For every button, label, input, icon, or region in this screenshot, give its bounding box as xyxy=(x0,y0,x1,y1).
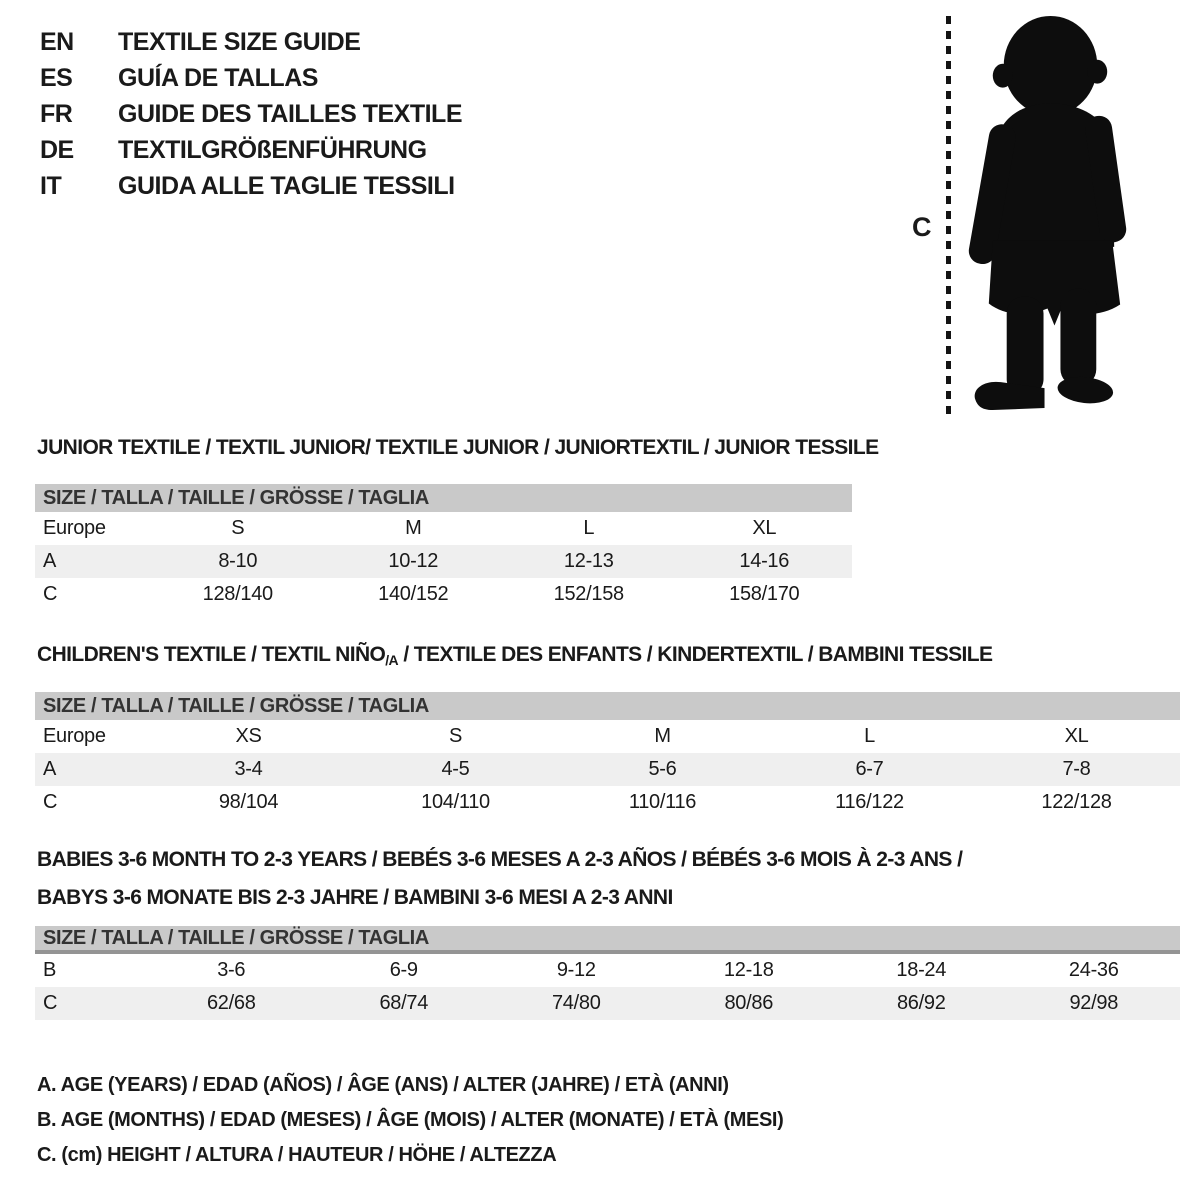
table-cell: 12-13 xyxy=(563,550,614,572)
height-figure xyxy=(900,0,1200,430)
table-cell: 152/158 xyxy=(553,583,624,605)
table-cell: 98/104 xyxy=(218,791,279,813)
table-cell: 24-36 xyxy=(1068,959,1119,981)
table-cell: 12-18 xyxy=(723,959,774,981)
children-section-title xyxy=(37,643,992,668)
row-label: C xyxy=(43,791,58,813)
table-cell: 6-9 xyxy=(389,959,418,981)
height-measure-label: C xyxy=(912,212,932,242)
table-cell: 10-12 xyxy=(388,550,439,572)
table-cell: 62/68 xyxy=(206,992,256,1014)
table-cell: 5-6 xyxy=(648,758,677,780)
table-cell: 18-24 xyxy=(896,959,947,981)
row-label: A xyxy=(43,550,57,572)
row-label: Europe xyxy=(43,725,106,747)
lang-code: EN xyxy=(40,27,74,56)
table-cell: 3-6 xyxy=(217,959,246,981)
table-cell: 74/80 xyxy=(551,992,601,1014)
table-cell: L xyxy=(583,517,595,539)
row-label: C xyxy=(43,992,58,1014)
table-cell: S xyxy=(231,517,245,539)
table-cell: 6-7 xyxy=(855,758,884,780)
lang-title: TEXTILE SIZE GUIDE xyxy=(118,27,361,56)
table-row xyxy=(35,720,1180,753)
lang-title: GUÍA DE TALLAS xyxy=(118,63,318,92)
measurement-legend xyxy=(37,1068,783,1173)
table-row xyxy=(35,512,852,545)
row-label: B xyxy=(43,959,57,981)
table-cell: 7-8 xyxy=(1062,758,1091,780)
lang-code: DE xyxy=(40,135,74,164)
table-cell: 4-5 xyxy=(441,758,470,780)
row-label: C xyxy=(43,583,58,605)
lang-row-de xyxy=(40,132,462,168)
table-cell: 14-16 xyxy=(739,550,790,572)
table-row xyxy=(35,786,1180,819)
table-cell: XL xyxy=(1064,725,1089,747)
table-row xyxy=(35,954,1180,987)
table-cell: 8-10 xyxy=(218,550,258,572)
lang-title: GUIDE DES TAILLES TEXTILE xyxy=(118,99,463,128)
legend-line-c: C. (cm) HEIGHT / ALTURA / HAUTEUR / HÖHE / ALTEZZA xyxy=(37,1144,557,1166)
table-cell: 158/170 xyxy=(729,583,800,605)
table-cell: 9-12 xyxy=(556,959,596,981)
junior-size-table xyxy=(35,484,852,611)
legend-line-b: B. AGE (MONTHS) / EDAD (MESES) / ÂGE (MOIS) / ALTER (MONATE) / ETÀ (MESI) xyxy=(37,1109,784,1131)
table-cell: 104/110 xyxy=(421,791,490,813)
table-cell: 86/92 xyxy=(896,992,946,1014)
babies-section-title-line2: BABYS 3-6 MONATE BIS 2-3 JAHRE / BAMBINI 3-6 MESI A 2-3 ANNI xyxy=(37,886,673,909)
table-cell: M xyxy=(654,725,671,747)
children-title-subscript: /A xyxy=(385,652,399,668)
children-title-post: / TEXTILE DES ENFANTS / KINDERTEXTIL / BAMBINI TESSILE xyxy=(398,643,993,666)
table-cell: 116/122 xyxy=(835,791,904,813)
row-label: A xyxy=(43,758,57,780)
children-size-header: SIZE / TALLA / TAILLE / GRÖSSE / TAGLIA xyxy=(35,692,1180,720)
lang-code: IT xyxy=(40,171,62,200)
table-cell: XL xyxy=(752,517,777,539)
height-measure-dashed-line xyxy=(946,16,951,416)
children-title-pre: CHILDREN'S TEXTILE / TEXTIL NIÑO xyxy=(37,643,386,666)
table-cell: 3-4 xyxy=(234,758,263,780)
junior-size-header: SIZE / TALLA / TAILLE / GRÖSSE / TAGLIA xyxy=(35,484,852,512)
lang-row-fr xyxy=(40,96,462,132)
legend-line-a: A. AGE (YEARS) / EDAD (AÑOS) / ÂGE (ANS) / ALTER (JAHRE) / ETÀ (ANNI) xyxy=(37,1074,729,1096)
table-cell: 92/98 xyxy=(1069,992,1119,1014)
table-row xyxy=(35,987,1180,1020)
children-size-table xyxy=(35,692,1180,819)
junior-section-title: JUNIOR TEXTILE / TEXTIL JUNIOR/ TEXTILE JUNIOR / JUNIORTEXTIL / JUNIOR TESSILE xyxy=(37,436,879,459)
table-cell: 140/152 xyxy=(378,583,449,605)
lang-code: ES xyxy=(40,63,73,92)
lang-row-es xyxy=(40,60,462,96)
table-cell: S xyxy=(448,725,463,747)
table-cell: 80/86 xyxy=(724,992,774,1014)
table-row xyxy=(35,545,852,578)
lang-row-en xyxy=(40,24,462,60)
lang-row-it xyxy=(40,168,462,204)
table-cell: 110/116 xyxy=(628,791,697,813)
babies-size-header: SIZE / TALLA / TAILLE / GRÖSSE / TAGLIA xyxy=(35,926,1180,954)
lang-title: GUIDA ALLE TAGLIE TESSILI xyxy=(118,171,455,200)
table-row xyxy=(35,578,852,611)
table-row xyxy=(35,753,1180,786)
babies-size-table xyxy=(35,926,1180,1020)
toddler-silhouette-icon xyxy=(962,8,1137,416)
lang-title: TEXTILGRÖßENFÜHRUNG xyxy=(118,135,427,164)
language-header xyxy=(40,24,462,204)
table-cell: M xyxy=(405,517,422,539)
row-label: Europe xyxy=(43,517,106,539)
table-cell: XS xyxy=(235,725,262,747)
table-cell: 68/74 xyxy=(379,992,429,1014)
lang-code: FR xyxy=(40,99,73,128)
babies-section-title-line1: BABIES 3-6 MONTH TO 2-3 YEARS / BEBÉS 3-6 MESES A 2-3 AÑOS / BÉBÉS 3-6 MOIS À 2-3 ANS / xyxy=(37,848,963,871)
table-cell: L xyxy=(864,725,875,747)
table-cell: 122/128 xyxy=(1041,791,1112,813)
table-cell: 128/140 xyxy=(202,583,273,605)
